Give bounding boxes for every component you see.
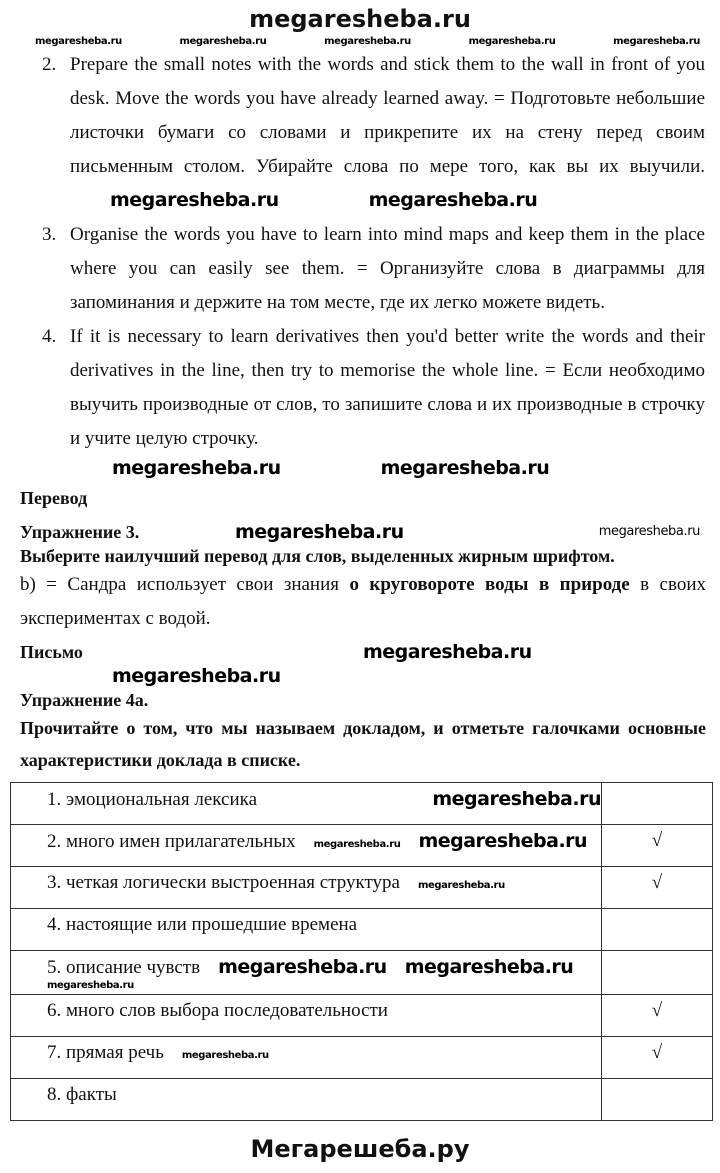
item-text: 5. описание чувств — [47, 957, 201, 978]
watermark: megaresheba.ru — [418, 830, 588, 852]
item-cell — [11, 1079, 602, 1121]
check-cell — [602, 1079, 713, 1121]
item-cell — [11, 825, 602, 867]
watermark: megaresheba.ru — [179, 36, 267, 47]
check-cell: √ — [602, 1037, 713, 1079]
item-cell — [11, 783, 602, 825]
exercise-4a-title: Упражнение 4а. — [20, 690, 149, 710]
list-item — [42, 48, 705, 218]
item-text: 6. много слов выбора последовательности — [47, 1000, 388, 1021]
watermark-row — [0, 36, 720, 48]
table-row — [11, 1037, 713, 1079]
table-row — [11, 783, 713, 825]
watermark: megaresheba.ru — [324, 36, 411, 47]
section-translation: Перевод — [20, 488, 88, 508]
list-item — [42, 218, 705, 320]
table-row — [11, 825, 713, 867]
watermark-row — [0, 664, 720, 688]
characteristics-table — [10, 782, 713, 1121]
watermark: megaresheba.ru — [112, 665, 281, 687]
item-text: 3. четкая логически выстроенная структура — [47, 872, 400, 893]
check-cell: √ — [602, 995, 713, 1037]
item-cell — [11, 1037, 602, 1079]
item-cell — [11, 951, 602, 995]
section-writing: Письмо — [20, 642, 83, 662]
check-cell — [602, 783, 713, 825]
answer-text: в своих экспериментах с водой. — [20, 574, 706, 629]
watermark: megaresheba.ru — [181, 1050, 269, 1061]
exercise-4a-task: Прочитайте о том, что мы называем докладом, и отметьте галочками основные характеристики доклада в списке. — [20, 718, 706, 770]
item-cell — [11, 995, 602, 1037]
watermark: megaresheba.ru — [368, 189, 538, 211]
watermark: megaresheba.ru — [598, 524, 700, 539]
site-header: megaresheba.ru — [249, 5, 471, 33]
writing-row — [0, 640, 720, 664]
item-text: Prepare the small notes with the words and stick them to the wall in front of you desk. Move the words you have already learned away. = Подготовьте небольшие листочки бумаги со словами и прикрепите их на стену перед своим письменным столом. Убирайте слова по мере того, как вы их выучили. — [70, 54, 705, 177]
item-number: 3. — [42, 224, 57, 245]
table-row — [11, 995, 713, 1037]
table-row — [11, 909, 713, 951]
item-number: 4. — [42, 326, 57, 347]
watermark: megaresheba.ru — [313, 839, 401, 850]
check-cell — [602, 951, 713, 995]
site-footer: Мегарешеба.ру — [250, 1135, 470, 1163]
answer-text: b) = Сандра использует свои знания — [20, 574, 350, 595]
item-text: 1. эмоциональная лексика — [47, 789, 258, 810]
watermark: megaresheba.ru — [432, 788, 601, 810]
table-row — [11, 867, 713, 909]
watermark: megaresheba.ru — [235, 521, 404, 543]
answer-bold: о круговороте воды в природе — [349, 574, 630, 595]
watermark: megaresheba.ru — [218, 956, 387, 978]
watermark: megaresheba.ru — [35, 36, 122, 47]
item-text: 4. настоящие или прошедшие времена — [47, 914, 358, 935]
watermark: megaresheba.ru — [468, 36, 556, 47]
exercise-3-title-row — [0, 520, 720, 544]
watermark: megaresheba.ru — [613, 36, 700, 47]
item-cell — [11, 909, 602, 951]
item-text: If it is necessary to learn derivatives then you'd better write the words and their derivatives in the line, then try to memorise the whole line. = Если необходимо выучить производные от слов, то запишите слова и их производные в строчку и учите целую строчку. — [70, 326, 705, 449]
item-number: 2. — [42, 54, 57, 75]
table-row — [11, 951, 713, 995]
exercise-3-task: Выберите наилучший перевод для слов, выделенных жирным шрифтом. — [20, 546, 615, 566]
item-cell — [11, 867, 602, 909]
exercise-3-title: Упражнение 3. — [20, 522, 140, 542]
watermark: megaresheba.ru — [380, 457, 550, 479]
list-item — [42, 320, 705, 456]
watermark: megaresheba.ru — [404, 956, 574, 978]
item-text: 2. много имен прилагательных — [47, 831, 296, 852]
watermark: megaresheba.ru — [417, 880, 505, 891]
watermark: megaresheba.ru — [112, 457, 281, 479]
watermark-row — [0, 456, 720, 480]
check-cell: √ — [602, 825, 713, 867]
item-text: 8. факты — [47, 1084, 117, 1105]
check-cell — [602, 909, 713, 951]
watermark: megaresheba.ru — [47, 980, 134, 991]
watermark: megaresheba.ru — [363, 641, 532, 663]
watermark: megaresheba.ru — [110, 189, 279, 211]
table-row — [11, 1079, 713, 1121]
exercise-3-answer — [20, 568, 706, 636]
item-text: Organise the words you have to learn into mind maps and keep them in the place where you can easily see them. = Организуйте слова в диаграммы для запоминания и держите на том месте, где их легко можете видеть. — [70, 224, 705, 313]
check-cell: √ — [602, 867, 713, 909]
item-text: 7. прямая речь — [47, 1042, 164, 1063]
